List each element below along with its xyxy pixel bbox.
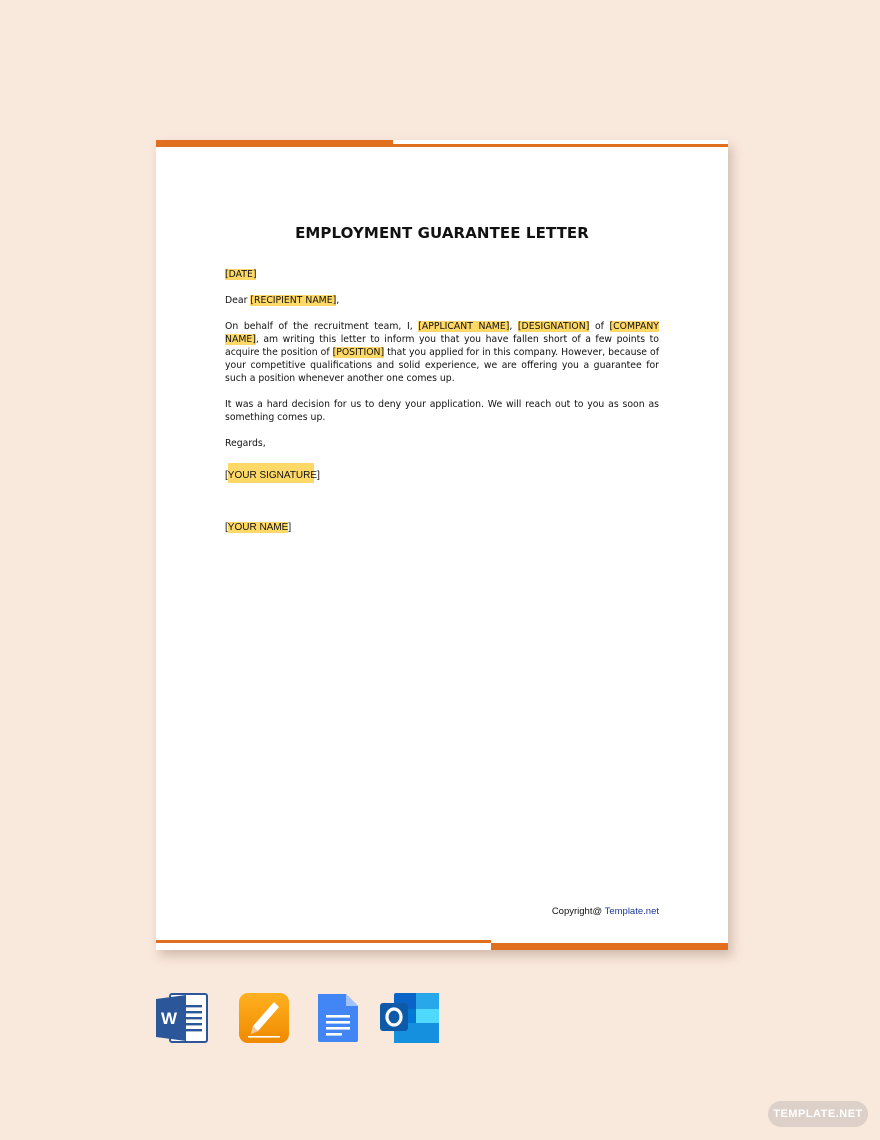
- letter-title: EMPLOYMENT GUARANTEE LETTER: [295, 224, 589, 242]
- company-placeholder: [COMPANY NAME]: [225, 321, 659, 345]
- closing: Regards,: [225, 438, 266, 449]
- template-link[interactable]: Template.net: [604, 906, 659, 917]
- top-accent-bar-thin: [393, 144, 728, 147]
- template-net-badge[interactable]: TEMPLATE.NET: [768, 1101, 868, 1127]
- pages-icon[interactable]: [238, 993, 290, 1043]
- google-docs-icon[interactable]: [312, 993, 364, 1043]
- recipient-placeholder: [RECIPIENT NAME]: [250, 295, 337, 306]
- signature-placeholder: YOUR SIGNATURE: [227, 470, 318, 481]
- paragraph-2: It was a hard decision for us to deny your application. We will reach out to you as soon as something comes up.: [225, 399, 659, 423]
- name-placeholder: YOUR NAME: [227, 522, 289, 533]
- word-icon[interactable]: [156, 993, 208, 1043]
- letter-page: [156, 140, 728, 950]
- salutation: Dear [RECIPIENT NAME],: [225, 295, 340, 306]
- svg-text:W: W: [160, 1009, 178, 1028]
- copyright: Copyright@ Template.net: [551, 906, 659, 917]
- applicant-placeholder: [APPLICANT NAME]: [418, 321, 510, 332]
- letter-body: [225, 268, 659, 485]
- outlook-icon[interactable]: [380, 993, 440, 1043]
- date-placeholder: [DATE]: [225, 269, 257, 280]
- designation-placeholder: [DESIGNATION]: [517, 321, 590, 332]
- signature-line: [YOUR SIGNATURE]: [225, 470, 320, 481]
- paragraph-1: On behalf of the recruitment team, I, [APPLICANT NAME], [DESIGNATION] of [COMPANY NAME], am writing this letter to inform you that you have fallen short of a few points to acquire the position of [POSITION] that you applied for in this company. However, because of your competitive qualifications and solid experience, we are offering you a guarantee for such a position whenever another one comes up.: [225, 321, 659, 384]
- position-placeholder: [POSITION]: [332, 347, 385, 358]
- bottom-accent-bar-thin: [156, 940, 491, 943]
- name-line: [YOUR NAME]: [225, 522, 292, 533]
- bottom-accent-bar-thick: [491, 943, 728, 950]
- top-accent-bar-thick: [156, 140, 393, 147]
- signature-area: [225, 463, 659, 485]
